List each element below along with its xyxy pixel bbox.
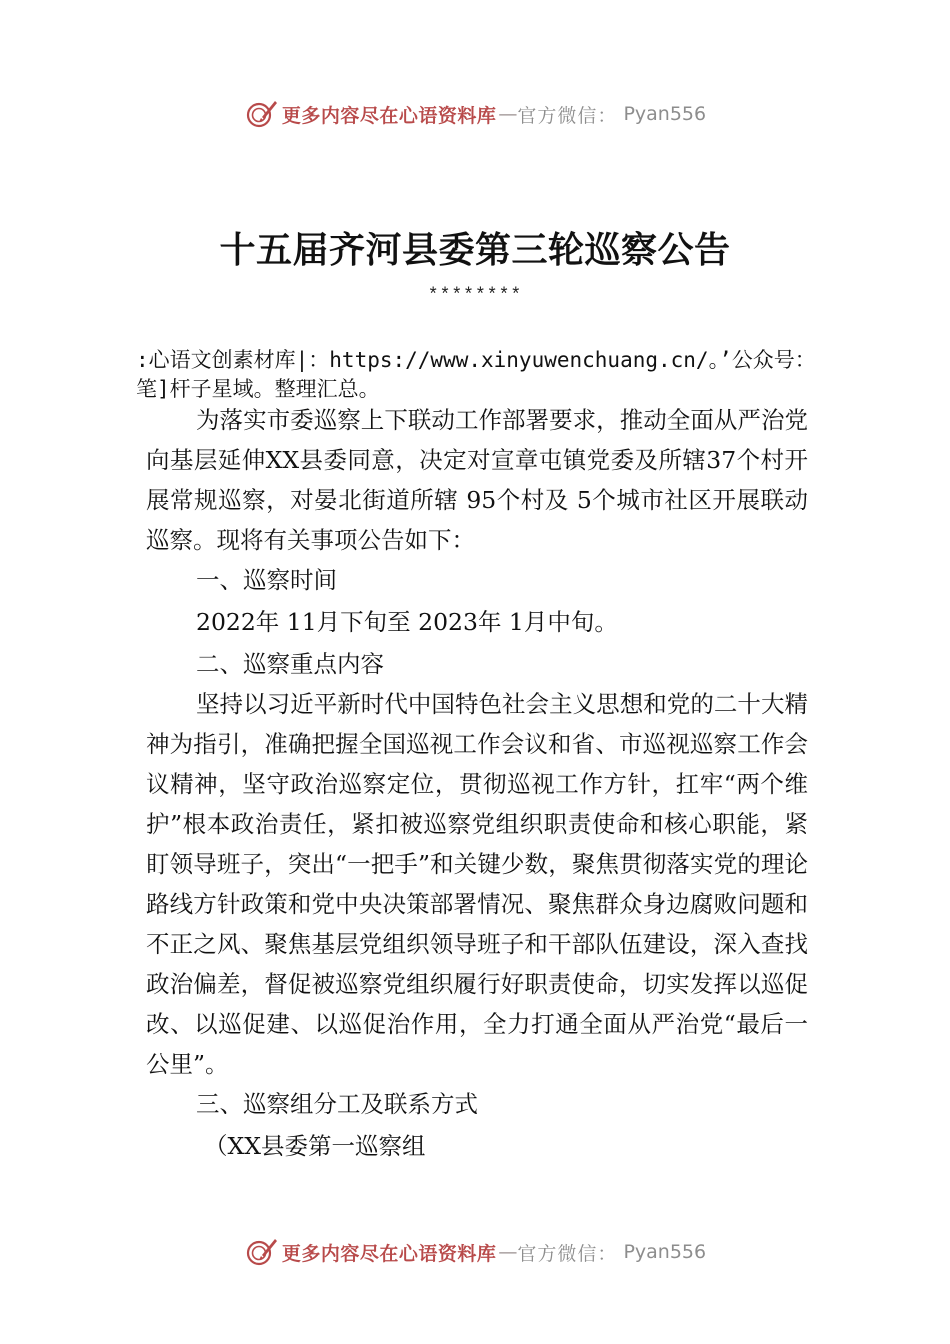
section-body-time: 2022年 11月下旬至 2023年 1月中旬。 — [196, 608, 618, 636]
section-heading-groups: 三、巡察组分工及联系方式 — [196, 1090, 478, 1118]
watermark-header — [0, 94, 950, 134]
watermark-text: 更多内容尽在心语资料库 — [281, 1242, 497, 1265]
section-body-focus: 坚持以习近平新时代中国特色社会主义思想和党的二十大精神为指引，准确把握全国巡视工作会议和省、市巡视巡察工作会议精神，坚守政治巡察定位，贯彻巡视工作方针，扛牢“两个维护”根本政治责任，紧扣被巡察党组织职责使命和核心职能，紧盯领导班子，突出“一把手”和关键少数，聚焦贯彻落实党的理论路线方针政策和党中央决策部署情况、聚焦群众身边腐败问题和不正之风、聚焦基层党组织领导班子和干部队伍建设，深入查找政治偏差，督促被巡察党组织履行好职责使命，切实发挥以巡促改、以巡促建、以巡促治作用，全力打通全面从严治党“最后一公里”。 — [146, 690, 808, 1078]
watermark-wechat-label: 官方微信： — [517, 1242, 618, 1265]
document-title: 十五届齐河县委第三轮巡察公告 — [219, 229, 731, 271]
quill-pen-circle-icon — [244, 97, 278, 131]
watermark-wechat-id: Pyan556 — [623, 103, 707, 125]
watermark-wechat-id: Pyan556 — [623, 1241, 707, 1263]
section-heading-time: 一、巡察时间 — [196, 566, 337, 594]
title-stars: ******** — [427, 286, 523, 306]
intro-paragraph: 为落实市委巡察上下联动工作部署要求，推动全面从严治党向基层延伸XX县委同意，决定对宣章屯镇党委及所辖37个村开展常规巡察，对晏北街道所辖 95个村及 5个城市社区开展联动巡察。现将有关事项公告如下： — [146, 406, 808, 554]
watermark-separator: — — [498, 103, 518, 125]
document-body — [146, 400, 808, 1166]
watermark-separator: — — [498, 1241, 518, 1263]
source-note: :心语文创素材库|：https://www.xinyuwenchuang.cn/。’公众号：笔]杆子星域。整理汇总。 — [136, 348, 816, 401]
watermark-text: 更多内容尽在心语资料库 — [281, 104, 497, 127]
watermark-wechat-label: 官方微信： — [517, 104, 618, 127]
section-heading-focus: 二、巡察重点内容 — [196, 650, 384, 678]
section-subheading-group-one: （XX县委第一巡察组 — [204, 1132, 426, 1160]
quill-pen-circle-icon — [244, 1235, 278, 1269]
watermark-footer — [0, 1232, 950, 1272]
